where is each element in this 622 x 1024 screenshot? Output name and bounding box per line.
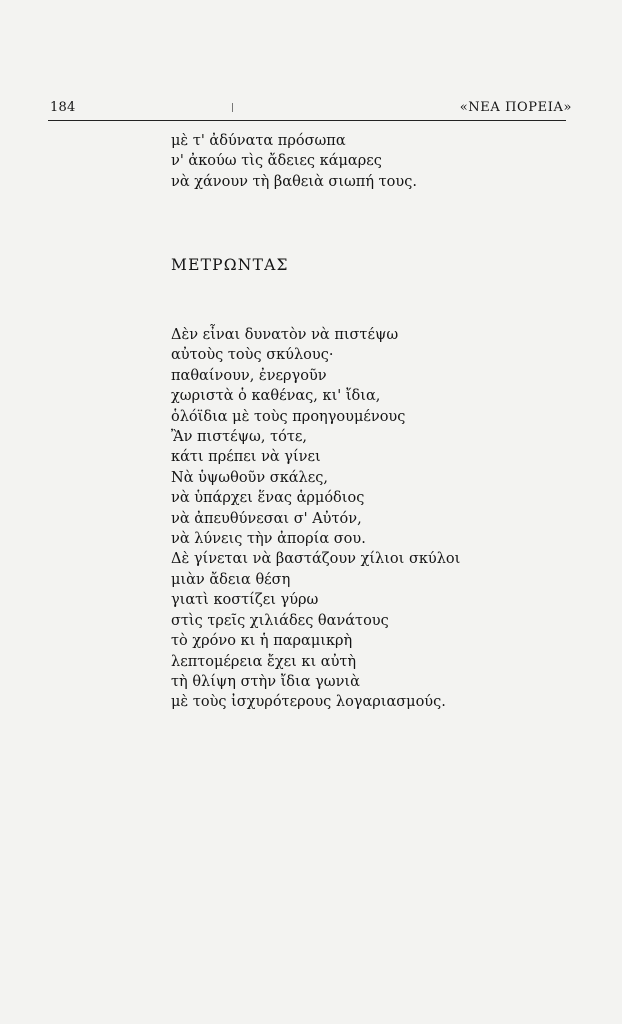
verse-line: Ἂν πιστέψω, τότε, — [171, 429, 307, 446]
verse-line: νὰ ἀπευθύνεσαι σ' Αὐτόν, — [171, 510, 362, 527]
previous-poem-ending — [171, 131, 417, 192]
verse-line: στὶς τρεῖς χιλιάδες θανάτους — [171, 612, 389, 629]
header-rule — [48, 120, 566, 121]
verse-line: τὴ θλίψη στὴν ἴδια γωνιὰ — [171, 673, 360, 690]
verse-line: παθαίνουν, ἐνεργοῦν — [171, 367, 327, 384]
verse-line: νὰ χάνουν τὴ βαθειὰ σιωπή τους. — [171, 173, 417, 190]
verse-line: Δὲν εἶναι δυνατὸν νὰ πιστέψω — [171, 327, 399, 343]
verse-line: μὲ τοὺς ἰσχυρότερους λογαριασμούς. — [171, 694, 446, 711]
page-number: 184 — [50, 100, 76, 115]
running-head: «ΝΕΑ ΠΟΡΕΙΑ» — [459, 100, 572, 115]
verse-line: χωριστὰ ὁ καθένας, κι' ἴδια, — [171, 388, 381, 405]
verse-line: νὰ λύνεις τὴν ἀπορία σου. — [171, 531, 366, 548]
verse-line: αὐτοὺς τοὺς σκύλους· — [171, 347, 334, 364]
verse-line: ν' ἀκούω τὶς ἄδειες κάμαρες — [171, 153, 382, 170]
verse-line: Νὰ ὑψωθοῦν σκάλες, — [171, 469, 328, 486]
verse-line: γιατὶ κοστίζει γύρω — [171, 592, 319, 609]
poem-title: ΜΕΤΡΩΝΤΑΣ — [171, 256, 289, 274]
verse-line: λεπτομέρεια ἔχει κι αὐτὴ — [171, 653, 357, 670]
verse-line: Δὲ γίνεται νὰ βαστάζουν χίλιοι σκύλοι — [171, 551, 461, 568]
verse-line: κάτι πρέπει νὰ γίνει — [171, 449, 321, 466]
poem-body — [171, 325, 460, 713]
verse-line: τὸ χρόνο κι ἡ παραμικρὴ — [171, 633, 353, 650]
verse-line: ὁλόϊδια μὲ τοὺς προηγουμένους — [171, 408, 406, 425]
verse-line: μὲ τ' ἀδύνατα πρόσωπα — [171, 133, 346, 149]
verse-line: μιὰν ἄδεια θέση — [171, 571, 291, 588]
stray-mark — [232, 103, 233, 112]
verse-line: νὰ ὑπάρχει ἕνας ἁρμόδιος — [171, 490, 365, 507]
